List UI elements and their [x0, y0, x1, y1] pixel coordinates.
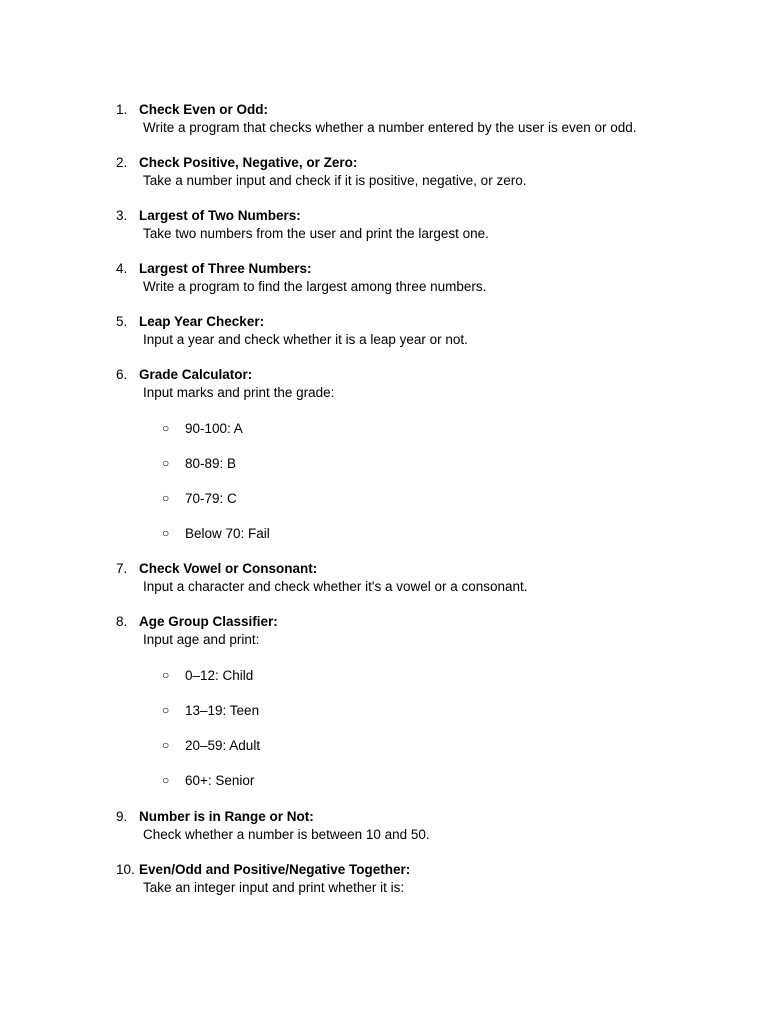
- circle-bullet-icon: ○: [162, 456, 170, 470]
- item-description: Take two numbers from the user and print the largest one.: [143, 226, 489, 241]
- sub-list-item: [0, 420, 768, 437]
- sub-item-text: 20–59: Adult: [185, 738, 261, 753]
- circle-bullet-icon: ○: [162, 526, 170, 540]
- item-title: Leap Year Checker:: [139, 314, 265, 329]
- item-description: Input age and print:: [143, 632, 260, 647]
- circle-bullet-icon: ○: [162, 668, 170, 682]
- sub-list-item: [0, 737, 768, 754]
- item-description: Input a year and check whether it is a leap year or not.: [143, 332, 468, 347]
- item-title: Age Group Classifier:: [139, 614, 278, 629]
- sub-list-item: [0, 772, 768, 789]
- sub-item-text: 60+: Senior: [185, 773, 255, 788]
- item-description: Input marks and print the grade:: [143, 385, 335, 400]
- circle-bullet-icon: ○: [162, 738, 170, 752]
- sub-item-text: Below 70: Fail: [185, 526, 270, 541]
- item-number: 7.: [116, 561, 128, 576]
- item-description: Take a number input and check if it is positive, negative, or zero.: [143, 173, 527, 188]
- item-title: Check Positive, Negative, or Zero:: [139, 155, 358, 170]
- item-description: Take an integer input and print whether it is:: [143, 880, 405, 895]
- sub-item-text: 13–19: Teen: [185, 703, 260, 718]
- sub-item-text: 90-100: A: [185, 421, 243, 436]
- item-title: Check Vowel or Consonant:: [139, 561, 318, 576]
- item-number: 4.: [116, 261, 128, 276]
- sub-list-item: [0, 667, 768, 684]
- item-description: Write a program to find the largest among three numbers.: [143, 279, 487, 294]
- item-number: 6.: [116, 367, 128, 382]
- item-number: 2.: [116, 155, 128, 170]
- item-description: Write a program that checks whether a number entered by the user is even or odd.: [143, 120, 637, 135]
- circle-bullet-icon: ○: [162, 703, 170, 717]
- item-title: Check Even or Odd:: [139, 102, 269, 117]
- item-description: Check whether a number is between 10 and 50.: [143, 827, 430, 842]
- sub-list-item: [0, 702, 768, 719]
- sub-item-text: 70-79: C: [185, 491, 237, 506]
- sub-item-text: 0–12: Child: [185, 668, 254, 683]
- item-title: Grade Calculator:: [139, 367, 253, 382]
- item-number: 9.: [116, 809, 128, 824]
- sub-item-text: 80-89: B: [185, 456, 237, 471]
- item-title: Number is in Range or Not:: [139, 809, 314, 824]
- circle-bullet-icon: ○: [162, 421, 170, 435]
- item-number: 5.: [116, 314, 128, 329]
- item-title: Largest of Three Numbers:: [139, 261, 312, 276]
- item-title: Largest of Two Numbers:: [139, 208, 301, 223]
- item-title: Even/Odd and Positive/Negative Together:: [139, 862, 411, 877]
- item-number: 10.: [116, 862, 135, 877]
- circle-bullet-icon: ○: [162, 773, 170, 787]
- item-number: 1.: [116, 102, 128, 117]
- circle-bullet-icon: ○: [162, 491, 170, 505]
- item-description: Input a character and check whether it's a vowel or a consonant.: [143, 579, 528, 594]
- sub-list-item: [0, 455, 768, 472]
- item-number: 3.: [116, 208, 128, 223]
- item-number: 8.: [116, 614, 128, 629]
- sub-list-item: [0, 525, 768, 542]
- sub-list-item: [0, 490, 768, 507]
